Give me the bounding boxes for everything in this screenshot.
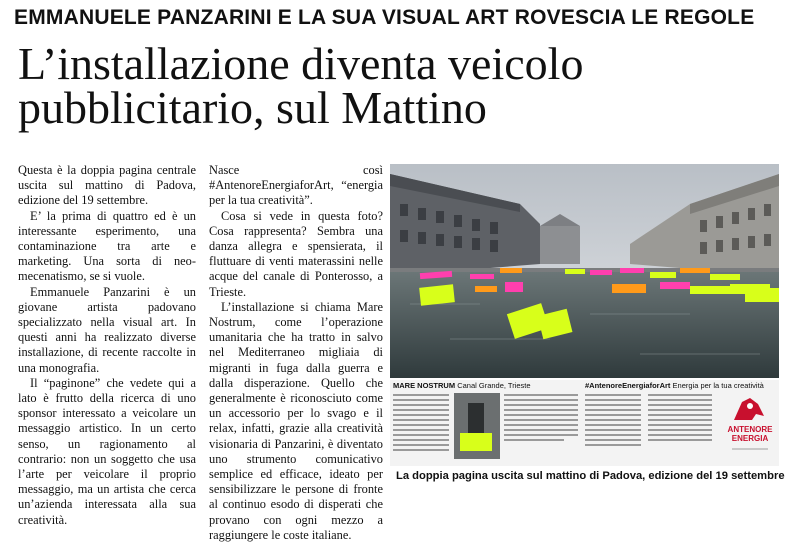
article-column-2	[209, 163, 383, 543]
canal-illustration	[390, 164, 779, 378]
logo-line-2: ENERGIA	[731, 434, 769, 443]
mare-nostrum-title: MARE NOSTRUM	[393, 381, 456, 390]
logo-line-1: ANTENORE	[727, 425, 773, 434]
article-column-1	[18, 163, 196, 528]
kicker-headline: EMMANUELE PANZARINI E LA SUA VISUAL ART ROVESCIA LE REGOLE	[14, 6, 755, 29]
photo-caption: La doppia pagina uscita sul mattino di Padova, edizione del 19 settembre	[396, 470, 785, 482]
mare-nostrum-label	[393, 381, 531, 390]
lion-logo-icon	[726, 394, 774, 424]
paragraph: Nasce così #AntenoreEnergiaforArt, “energia per la tua creatività”.	[209, 163, 383, 208]
paragraph: L’installazione si chiama Mare Nostrum, come l’operazione umanitaria che ha tratto in salvo nel Mediterraneo migliaia di migranti in fuga dalla guerra e dalla disperazione. Quello che generalmente è riconosciuto come un accessorio per lo svago e il relax, infatti, grazie alla creatività visionaria di Panzarini, è diventato uno strumento comunicativo semplice ed efficace, ideato per sensibilizzare le persone di fronte al continuo esodo di disperati che provano con ogni mezzo a raggiungere le coste italiane.	[209, 299, 383, 542]
tagline: Energia per la tua creatività	[672, 381, 764, 390]
paragraph: Emmanuele Panzarini è un giovane artista padovano specializzato nella visual art. In questi anni ha realizzato diverse installazione, di recente raccolte in una monografia.	[18, 284, 196, 375]
artist-photo	[454, 393, 500, 459]
antenore-energia-logo	[726, 394, 774, 460]
paragraph: Questa è la doppia pagina centrale uscita sul mattino di Padova, edizione del 19 settembre.	[18, 163, 196, 208]
main-headline	[18, 38, 788, 133]
paragraph: Il “paginone” che vedete qui a lato è frutto della ricerca di uno sponsor interessato a veicolare un messaggio artistico. In un certo senso, un ragionamento al contrario: non un soggetto che usa l’arte per veicolare il proprio messaggio, ma un artista che cerca un’azienda interessata alla sua creatività.	[18, 375, 196, 527]
newspaper-spread-thumbnail	[390, 380, 779, 466]
headline-line-2: pubblicitario, sul Mattino	[18, 82, 487, 133]
hashtag: #AntenoreEnergiaforArt	[585, 381, 671, 390]
paragraph: E’ la prima di quattro ed è un interessante esperimento, una contaminazione tra arte e marketing. Una sorta di neo-mecenatismo, se si vuole.	[18, 208, 196, 284]
headline-line-1: L’installazione diventa veicolo	[18, 38, 584, 89]
paragraph: Cosa si vede in questa foto? Cosa rappresenta? Sembra una danza allegra e spensierata, il fluttuare di venti materassini nelle acque del canale di Ponterosso, a Trieste.	[209, 208, 383, 299]
canal-photo	[390, 164, 779, 378]
mare-nostrum-place: Canal Grande, Trieste	[457, 381, 531, 390]
hashtag-label	[585, 381, 764, 390]
